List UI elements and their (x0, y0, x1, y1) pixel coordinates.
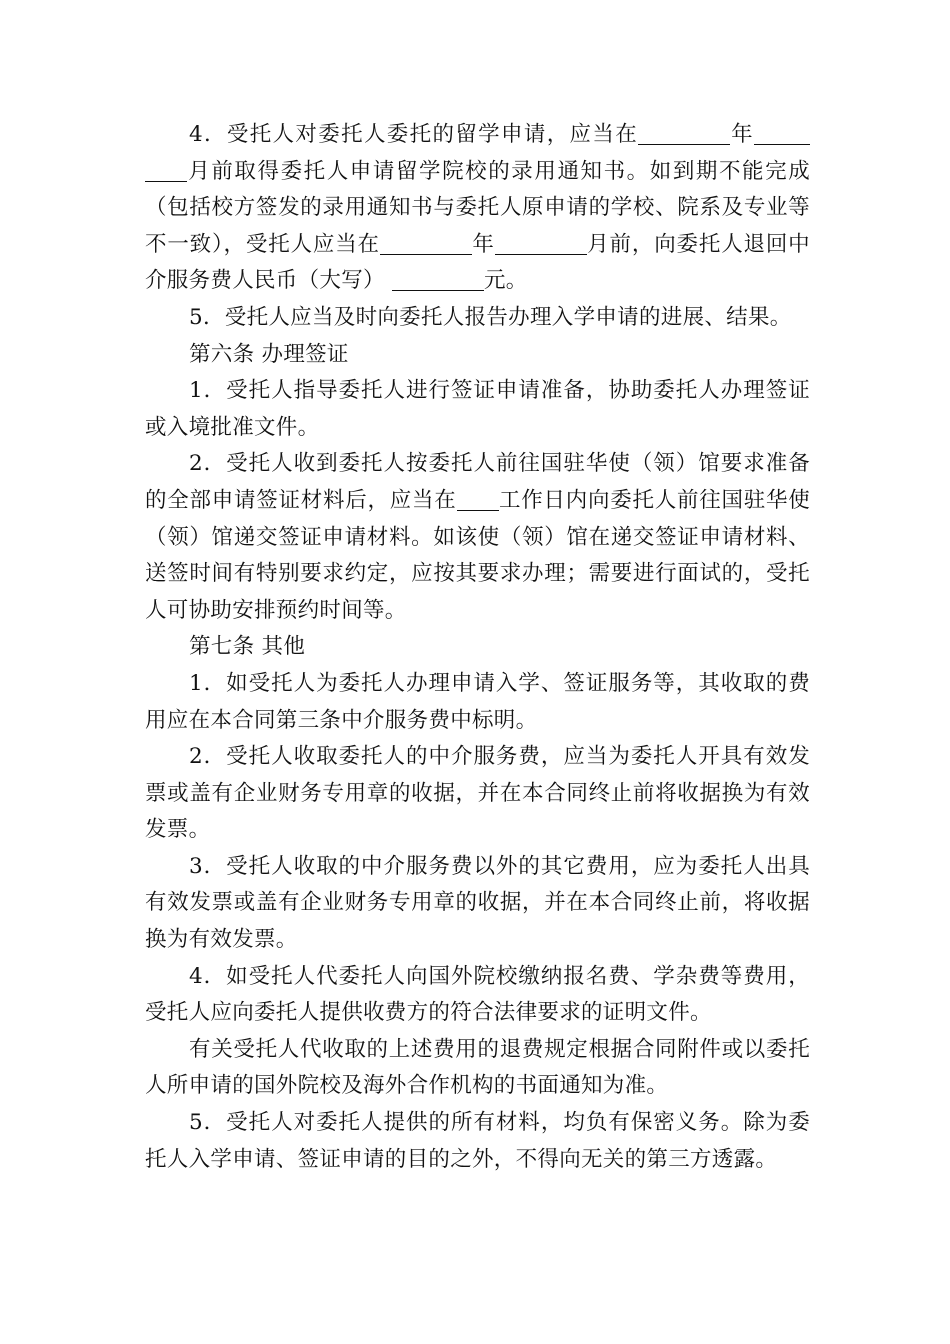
clause-text: 月前，向委托人退回中介服务费人民币（大写） (145, 231, 810, 294)
document-page (145, 117, 810, 1178)
clause-text: 年 (730, 122, 754, 147)
clause-text: 年 (471, 231, 495, 257)
article-7-clause-4-refund-note: 有关受托人代收取的上述费用的退费规定根据合同附件或以委托人所申请的国外院校及海外合作机构的书面通知为准。 (145, 1036, 810, 1099)
article-7-clause-1: 1．如受托人为委托人办理申请入学、签证服务等，其收取的费用应在本合同第三条中介服务费中标明。 (145, 670, 810, 733)
clause-4-admission-deadline (145, 117, 810, 300)
blank-month-field-continued (145, 157, 187, 182)
blank-workdays-field (457, 486, 499, 511)
clause-text: 2．受托人收到委托人按委托人前往国驻华使（领）馆要求准备的全部申请签证材料后，应当在 (145, 451, 810, 513)
clause-text: 工作日内向委托人前往国驻华使（领）馆递交签证申请材料。如该使（领）馆在递交签证申请材料、送签时间有特别要求约定，应按其要求办理；需要进行面试的，受托人可协助安排预约时间等。 (145, 487, 810, 623)
article-7-clause-5: 5．受托人对委托人提供的所有材料，均负有保密义务。除为委托人入学申请、签证申请的目的之外，不得向无关的第三方透露。 (145, 1110, 810, 1172)
blank-refund-year-field (380, 230, 472, 255)
article-7-clause-2: 2．受托人收取委托人的中介服务费，应当为委托人开具有效发票或盖有企业财务专用章的收据，并在本合同终止前将收据换为有效发票。 (145, 744, 810, 843)
clause-5-progress-report: 5．受托人应当及时向委托人报告办理入学申请的进展、结果。 (189, 304, 792, 330)
article-7-heading: 第七条 其他 (189, 634, 306, 660)
blank-year-field (638, 120, 730, 145)
clause-text: 4．受托人对委托人委托的留学申请，应当在 (189, 122, 639, 147)
blank-refund-month-field (495, 230, 587, 255)
clause-text: 月前取得委托人申请留学院校的录用通知书。如到期不能完成（包括校方签发的录用通知书与委托人原申请的学校、院系及专业等不一致），受托人应当在 (145, 158, 810, 257)
blank-month-field (754, 120, 810, 145)
blank-refund-amount-field (392, 266, 484, 291)
article-6-heading: 第六条 办理签证 (189, 341, 349, 367)
article-6-clause-1: 1．受托人指导委托人进行签证申请准备，协助委托人办理签证或入境批准文件。 (145, 378, 810, 440)
article-7-clause-3: 3．受托人收取的中介服务费以外的其它费用，应为委托人出具有效发票或盖有企业财务专用章的收据，并在本合同终止前，将收据换为有效发票。 (145, 853, 810, 953)
article-6-clause-2 (145, 446, 810, 629)
clause-text: 元。 (483, 268, 528, 294)
article-7-clause-4: 4．如受托人代委托人向国外院校缴纳报名费、学杂费等费用，受托人应向委托人提供收费方的符合法律要求的证明文件。 (145, 963, 810, 1026)
